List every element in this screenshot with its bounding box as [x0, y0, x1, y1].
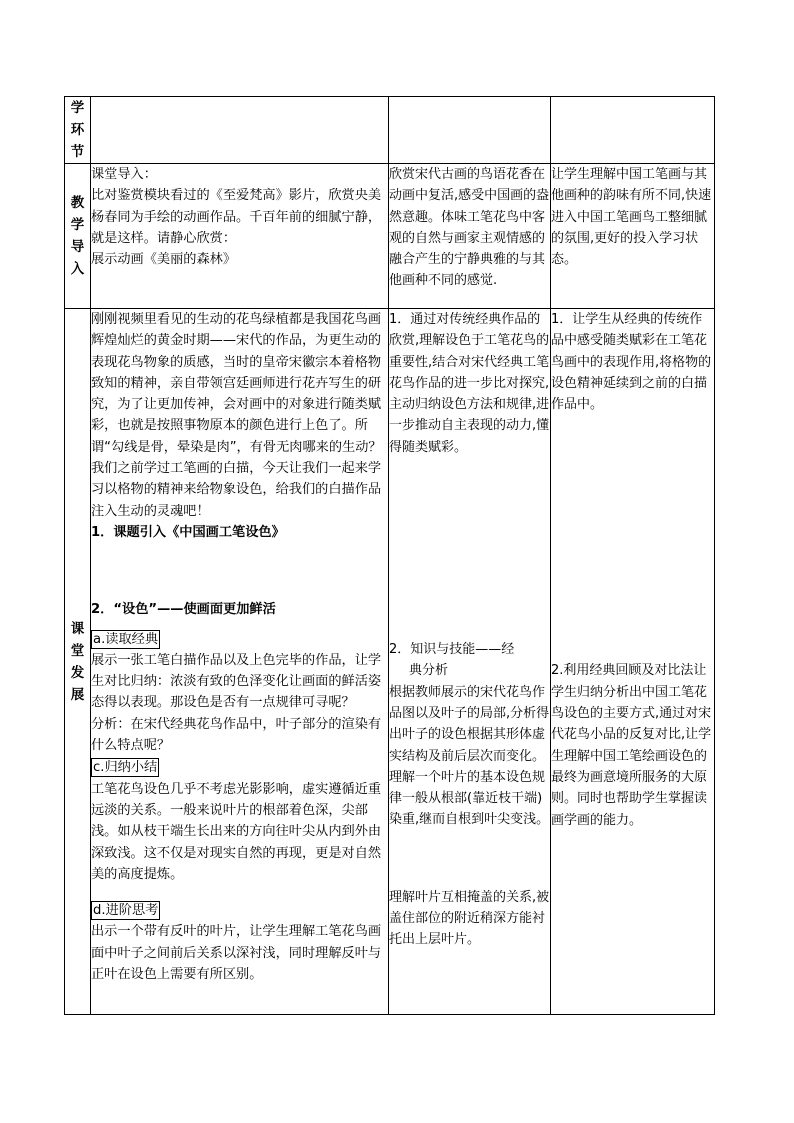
student-cell: [389, 97, 551, 164]
intent-cell: [551, 97, 715, 164]
student-cell: [389, 309, 551, 1015]
stage-cell: [65, 97, 91, 164]
intent-cell: [551, 164, 715, 309]
stage-cell: [65, 164, 91, 309]
table-row: [65, 309, 715, 1015]
intro-label: 课堂导入：: [91, 167, 157, 182]
stage-char: 学: [70, 100, 85, 116]
student-activity: 欣赏宋代古画的鸟语花香在动画中复活,感受中国画的盎然意趣。体味工笔花鸟中客观的自然与画家主观情感的融合产生的宁静典雅的与其他画种不同的感觉.: [389, 167, 550, 289]
section-heading-1: 1．课题引入《中国画工笔设色》: [91, 524, 285, 540]
section-heading-2: 2．“设色”——使画面更加鲜活: [91, 602, 276, 618]
student-activity-2-title: 2．知识与技能——经: [389, 642, 515, 658]
design-intent-1: 1．让学生从经典的传统作品中感受随类赋彩在工笔花鸟画中的表现作用,将格物的设色精神延续到之前的白描作品中。: [551, 312, 712, 413]
intro-paragraph: 比对鉴赏模块看过的《至爱梵高》影片，欣赏央美杨春同为手绘的动画作品。千百年前的细腻宁静，就是这样。请静心欣赏：: [91, 188, 382, 246]
content-cell: [91, 97, 389, 164]
content-cell: [91, 309, 389, 1015]
design-intent-2: 2.利用经典回顾及对比法让学生归纳分析出中国工笔花鸟设色的主要方式,通过对宋代花鸟小品的反复对比,让学生理解中国工笔绘画设色的最终为画意境所服务的大原则。同时也帮助学生掌握读画学画的能力。: [551, 663, 712, 828]
stage-char: 堂: [70, 642, 85, 659]
step-label-a: a.读取经典: [93, 631, 159, 647]
stage-char: 环: [70, 122, 85, 138]
student-cell: [389, 164, 551, 309]
step-d-paragraph: 出示一个带有反叶的叶片，让学生理解工笔花鸟画面中叶子之间前后关系以深衬浅，同时理解反叶与正叶在设色上需要有所区别。: [91, 924, 382, 983]
stage-cell: [65, 309, 91, 1015]
student-activity-3: 理解叶片互相掩盖的关系,被盖住部位的附近稍深方能衬托出上层叶片。: [389, 889, 550, 948]
intent-cell: [551, 309, 715, 1015]
stage-char: 发: [70, 664, 85, 681]
stage-char: 入: [70, 261, 85, 277]
stage-char: 导: [70, 239, 85, 255]
lesson-plan-table: [64, 96, 715, 1015]
step-a-analysis: 分析：在宋代经典花鸟作品中，叶子部分的渲染有什么特点呢？: [91, 716, 382, 754]
stage-char: 教: [70, 195, 85, 211]
stage-char: 展: [70, 686, 85, 703]
stage-char: 节: [70, 144, 85, 160]
table-row: [65, 164, 715, 309]
student-activity-2: 根据教师展示的宋代花鸟作品图以及叶子的局部,分析得出叶子的设色根据其形体虚实结构及前后层次而变化。理解一个叶片的基本设色规律一般从根部(靠近枝干端)染重,继而自根到叶尖变浅。: [389, 684, 550, 828]
dev-intro-2: 我们之前学过工笔画的白描，今天让我们一起来学习以格物的精神来给物象设色，给我们的白描作品注入生动的灵魂吧！: [91, 461, 382, 519]
step-a-paragraph: 展示一张工笔白描作品以及上色完毕的作品，让学生对比归纳：浓淡有致的色泽变化让画面的鲜活姿态得以表现。那设色是否有一点规律可寻呢？: [91, 652, 382, 711]
step-label-c: c.归纳小结: [93, 760, 158, 776]
design-intent: 让学生理解中国工笔画与其他画种的韵味有所不同,快速进入中国工笔画鸟工整细腻的氛围,更好的投入学习状态。: [551, 167, 712, 268]
student-activity-1: 1．通过对传统经典作品的欣赏,理解设色于工笔花鸟的重要性,结合对宋代经典工笔花鸟作品的进一步比对探究,主动归纳设色方法和规律,进一步推动自主表现的动力,懂得随类赋彩。: [389, 312, 550, 455]
stage-char: 课: [70, 620, 85, 637]
table-row: [65, 97, 715, 164]
student-activity-2-subtitle: 典分析: [409, 663, 449, 679]
step-label-d: d.进阶思考: [93, 903, 159, 919]
step-c-paragraph: 工笔花鸟设色几乎不考虑光影影响，虚实遵循近重远淡的关系。一般来说叶片的根部着色深，尖部浅。如从枝干端生长出来的方向往叶尖从内到外由深致浅。这不仅是对现实自然的再现，更是对自然美的高度提炼。: [91, 781, 382, 882]
dev-intro: 刚刚视频里看见的生动的花鸟绿植都是我国花鸟画辉煌灿烂的黄金时期——宋代的作品，为更生动的表现花鸟物象的质感，当时的皇帝宋徽宗本着格物致知的精神，亲自带领宫廷画师进行花卉写生的研究，为了让更加传神，会对画中的对象进行随类赋彩，也就是按照事物原本的颜色进行上色了。所谓“勾线是骨，晕染是肉”，有骨无肉哪来的生动？: [91, 312, 382, 455]
content-cell: [91, 164, 389, 309]
intro-show: 展示动画《美丽的森林》: [91, 252, 237, 268]
stage-char: 学: [70, 217, 85, 233]
